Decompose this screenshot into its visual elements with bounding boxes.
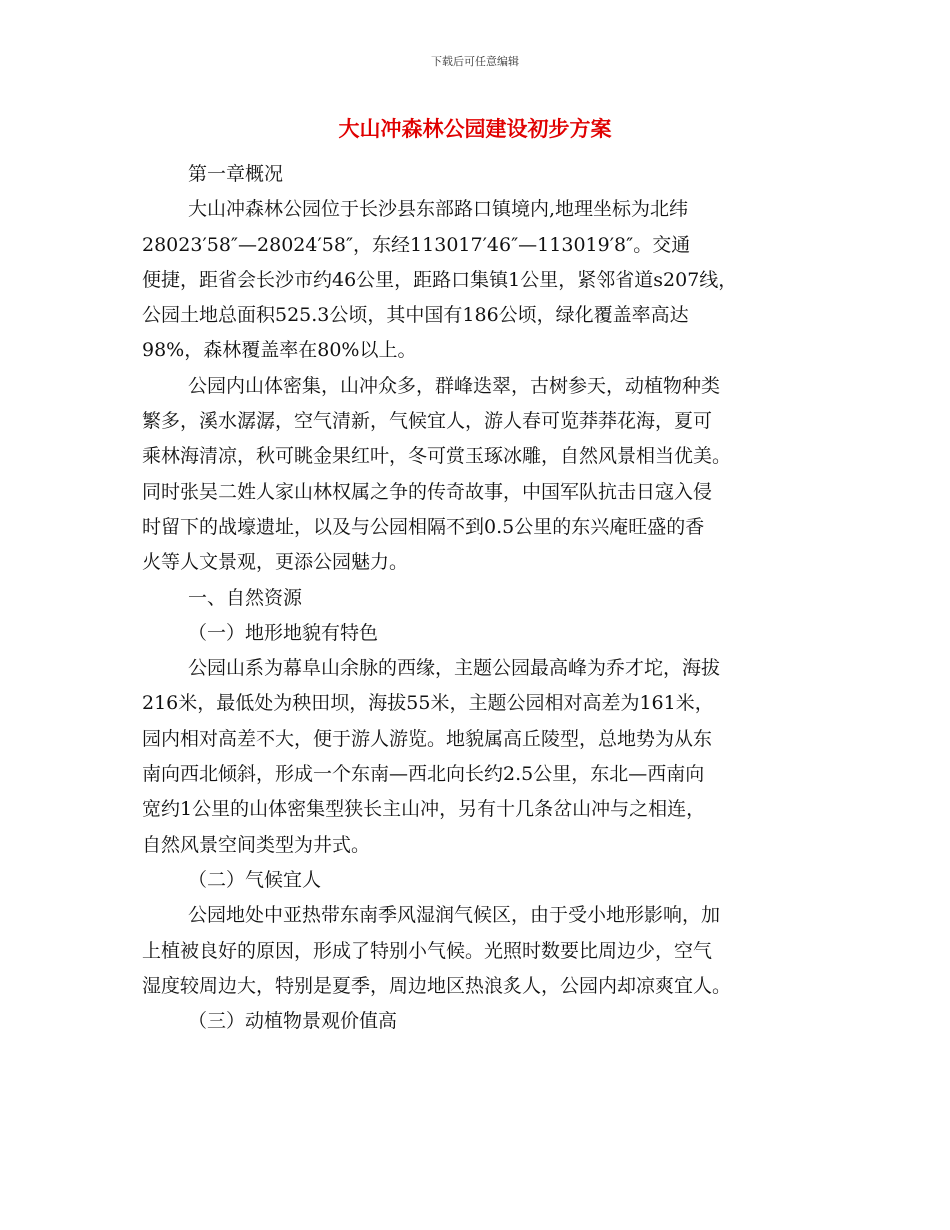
body-line: （一）地形地貌有特色	[188, 621, 379, 644]
body-line: 98%，森林覆盖率在80%以上。	[142, 339, 417, 362]
body-line: 28023′58″—28024′58″，东经113017′46″—113019′8″。交通	[142, 233, 691, 256]
body-line: 时留下的战壕遗址，以及与公园相隔不到0.5公里的东兴庵旺盛的香	[142, 515, 705, 538]
body-line: 一、自然资源	[188, 586, 303, 609]
body-line: 第一章概况	[188, 163, 284, 185]
body-line: 216米，最低处为秧田坝，海拔55米，主题公园相对高差为161米，	[142, 692, 714, 715]
body-line: 公园山系为幕阜山余脉的西缘，主题公园最高峰为乔才坨，海拔	[188, 657, 721, 680]
page-header-note: 下载后可任意编辑	[431, 55, 519, 68]
body-line: 宽约1公里的山体密集型狭长主山冲，另有十几条岔山冲与之相连，	[142, 798, 706, 821]
body-line: 火等人文景观，更添公园魅力。	[142, 551, 409, 574]
document-title: 大山冲森林公园建设初步方案	[338, 117, 612, 141]
body-line: （三）动植物景观价值高	[188, 1010, 398, 1033]
body-line: 便捷，距省会长沙市约46公里，距路口集镇1公里，紧邻省道s207线，	[142, 268, 738, 291]
body-line: 公园土地总面积525.3公顷，其中国有186公顷，绿化覆盖率高达	[142, 304, 689, 327]
body-line: 乘林海清凉，秋可眺金果红叶，冬可赏玉琢冰雕，自然风景相当优美。	[142, 445, 732, 468]
body-line: 公园内山体密集，山冲众多，群峰迭翠，古树参天，动植物种类	[188, 374, 721, 397]
body-line: （二）气候宜人	[188, 868, 322, 891]
body-line: 园内相对高差不大，便于游人游览。地貌属高丘陵型，总地势为从东	[142, 727, 713, 750]
body-line: 大山冲森林公园位于长沙县东部路口镇境内,地理坐标为北纬	[188, 198, 689, 221]
document-body	[142, 157, 832, 1039]
body-line: 南向西北倾斜，形成一个东南—西北向长约2.5公里，东北—西南向	[142, 763, 705, 786]
body-line: 湿度较周边大，特别是夏季，周边地区热浪炙人，公园内却凉爽宜人。	[142, 974, 732, 997]
body-line: 上植被良好的原因，形成了特别小气候。光照时数要比周边少，空气	[142, 939, 713, 962]
body-line: 自然风景空间类型为井式。	[142, 833, 371, 856]
body-line: 同时张吴二姓人家山林权属之争的传奇故事，中国军队抗击日寇入侵	[142, 480, 713, 503]
body-line: 公园地处中亚热带东南季风湿润气候区，由于受小地形影响，加	[188, 904, 721, 927]
body-line: 繁多，溪水潺潺，空气清新，气候宜人，游人春可览莽莽花海，夏可	[142, 410, 713, 433]
